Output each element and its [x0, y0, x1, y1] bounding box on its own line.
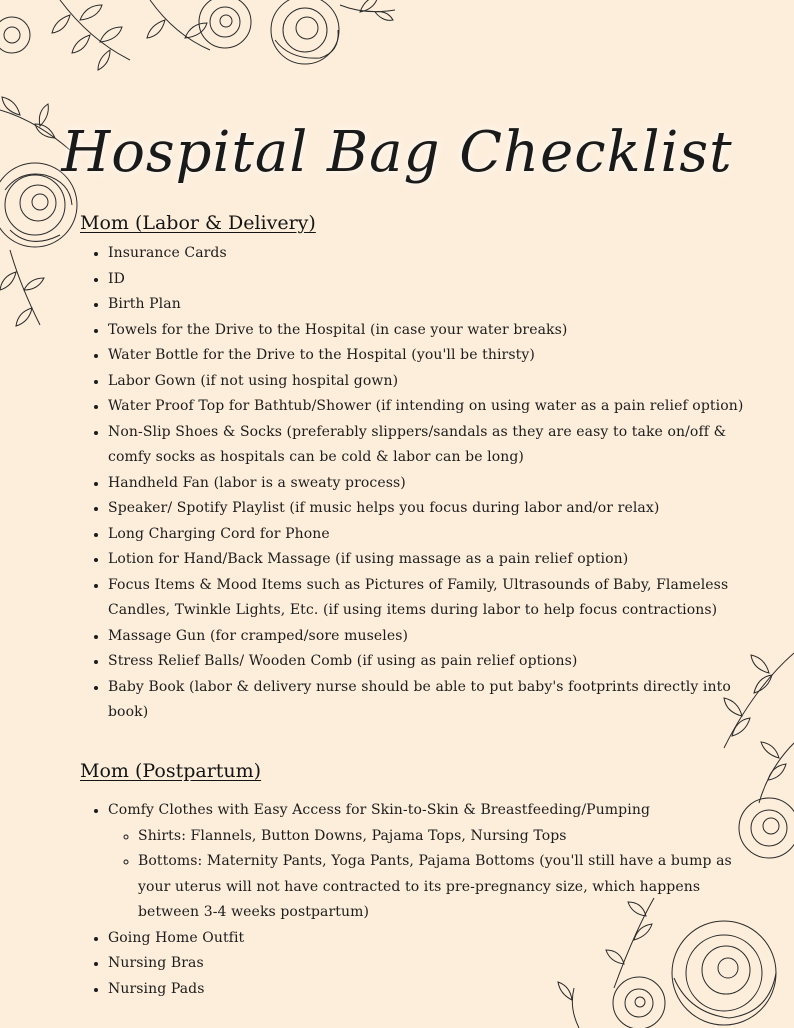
- checklist-labor-delivery: [80, 241, 748, 726]
- list-item: • Nursing Pads: [108, 977, 748, 1003]
- list-item-text: Comfy Clothes with Easy Access for Skin-to-Skin & Breastfeeding/Pumping: [108, 802, 651, 818]
- list-item: • Non-Slip Shoes & Socks (preferably slippers/sandals as they are easy to take on/off & comfy socks as hospitals can be cold & labor can be long): [108, 420, 748, 471]
- sub-list-item: ◦ Bottoms: Maternity Pants, Yoga Pants, Pajama Bottoms (you'll still have a bump as your uterus will not have contracted to its pre-pregnancy size, which happens between 3-4 weeks postpartum): [138, 849, 748, 926]
- list-item: • Baby Book (labor & delivery nurse should be able to put baby's footprints directly into book): [108, 675, 748, 726]
- list-item: • Birth Plan: [108, 292, 748, 318]
- checklist-postpartum: [80, 798, 748, 1002]
- list-item: • Speaker/ Spotify Playlist (if music helps you focus during labor and/or relax): [108, 496, 748, 522]
- list-item: [108, 798, 748, 926]
- list-item: • Going Home Outfit: [108, 926, 748, 952]
- sub-list-item: ◦ Shirts: Flannels, Button Downs, Pajama Tops, Nursing Tops: [138, 824, 748, 850]
- list-item: • Water Bottle for the Drive to the Hospital (you'll be thirsty): [108, 343, 748, 369]
- flower-illustration: [0, 17, 30, 53]
- sub-list: [108, 824, 748, 926]
- list-item: • Handheld Fan (labor is a sweaty process): [108, 471, 748, 497]
- list-item: • Lotion for Hand/Back Massage (if using massage as a pain relief option): [108, 547, 748, 573]
- section-heading-postpartum: Mom (Postpartum): [80, 760, 262, 782]
- list-item: • Towels for the Drive to the Hospital (in case your water breaks): [108, 318, 748, 344]
- rose-illustration: [271, 0, 339, 64]
- list-item: • ID: [108, 267, 748, 293]
- list-item: • Massage Gun (for cramped/sore museles): [108, 624, 748, 650]
- list-item: • Long Charging Cord for Phone: [108, 522, 748, 548]
- list-item: • Labor Gown (if not using hospital gown): [108, 369, 748, 395]
- list-item: • Insurance Cards: [108, 241, 748, 267]
- list-item: • Nursing Bras: [108, 951, 748, 977]
- list-item: • Water Proof Top for Bathtub/Shower (if intending on using water as a pain relief option): [108, 394, 748, 420]
- list-item: • Focus Items & Mood Items such as Pictures of Family, Ultrasounds of Baby, Flameless Candles, Twinkle Lights, Etc. (if using items during labor to help focus contractions): [108, 573, 748, 624]
- section-heading-labor-delivery: Mom (Labor & Delivery): [80, 212, 316, 234]
- list-item: • Stress Relief Balls/ Wooden Comb (if using as pain relief options): [108, 649, 748, 675]
- page-title: Hospital Bag Checklist: [61, 119, 733, 185]
